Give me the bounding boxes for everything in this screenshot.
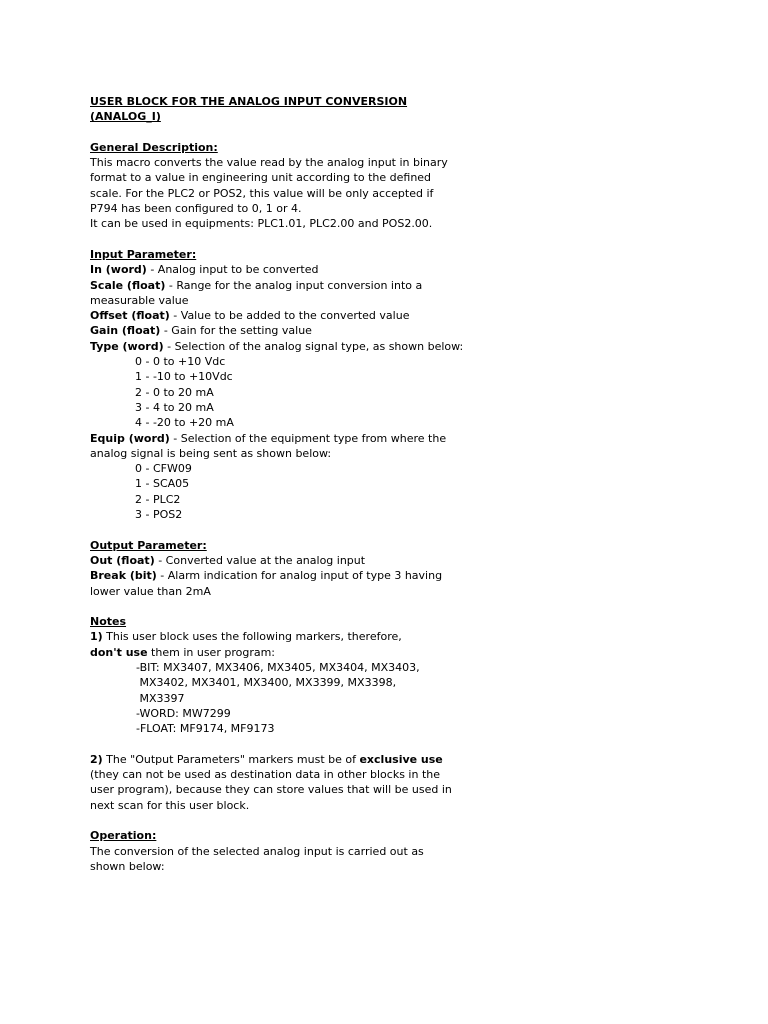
param-desc: - Converted value at the analog input (154, 553, 366, 567)
general-line: format to a value in engineering unit according to the defined (90, 171, 432, 185)
marker-line: MX3397 (136, 691, 185, 705)
param-term: Break (bit) (90, 569, 157, 583)
param-desc: - Selection of the equipment type from where the (169, 431, 447, 445)
param-desc: - Selection of the analog signal type, as shown below: (163, 339, 464, 353)
param-desc: - Alarm indication for analog input of type 3 having (156, 569, 443, 583)
param-equip-cont: analog signal is being sent as shown below: (90, 446, 332, 460)
title-line-2: (ANALOG_I) (90, 110, 161, 124)
param-desc: - Range for the analog input conversion into a (165, 278, 423, 292)
operation-heading: Operation: (90, 829, 157, 843)
equip-option: 1 - SCA05 (135, 477, 190, 491)
note-2-line: user program), because they can store values that will be used in (90, 783, 452, 797)
param-scale-cont: measurable value (90, 293, 189, 307)
general-description-heading: General Description: (90, 140, 218, 154)
general-line: scale. For the PLC2 or POS2, this value will be only accepted if (90, 186, 434, 200)
param-desc: - Value to be added to the converted value (169, 309, 410, 323)
note-1 (90, 629, 430, 644)
param-desc: - Gain for the setting value (160, 324, 312, 338)
param-term: Type (word) (90, 339, 164, 353)
general-line: This macro converts the value read by the analog input in binary (90, 156, 448, 170)
input-parameter-heading: Input Parameter: (90, 247, 197, 261)
note-number: 1) (90, 630, 103, 644)
note-2-line: next scan for this user block. (90, 798, 250, 812)
operation-line: The conversion of the selected analog input is carried out as (90, 844, 424, 858)
param-offset (90, 308, 430, 323)
param-scale (90, 278, 430, 293)
param-equip (90, 431, 447, 446)
param-break (90, 568, 443, 583)
param-term: In (word) (90, 263, 147, 277)
marker-line: -WORD: MW7299 (136, 706, 231, 720)
note-1-cont (90, 645, 430, 660)
type-option: 2 - 0 to 20 mA (135, 385, 214, 399)
note-emphasis: don't use (90, 645, 148, 659)
type-option: 1 - -10 to +10Vdc (135, 370, 233, 384)
param-gain (90, 323, 430, 338)
param-term: Offset (float) (90, 309, 170, 323)
title-line-1: USER BLOCK FOR THE ANALOG INPUT CONVERSION (90, 95, 408, 108)
param-term: Equip (word) (90, 431, 170, 445)
note-emphasis: exclusive use (359, 752, 443, 766)
notes-heading: Notes (90, 615, 127, 629)
param-desc: - Analog input to be converted (146, 263, 319, 277)
general-line: It can be used in equipments: PLC1.01, PLC2.00 and POS2.00. (90, 217, 433, 231)
note-number: 2) (90, 752, 103, 766)
note-text: The "Output Parameters" markers must be of (102, 752, 360, 766)
type-option: 3 - 4 to 20 mA (135, 400, 214, 414)
note-text: them in user program: (147, 645, 275, 659)
document-body (90, 94, 464, 874)
param-term: Out (float) (90, 553, 155, 567)
param-break-cont: lower value than 2mA (90, 584, 211, 598)
operation-line: shown below: (90, 859, 165, 873)
param-type (90, 339, 464, 354)
equip-option: 3 - POS2 (135, 508, 183, 522)
param-in (90, 262, 430, 277)
equip-option: 0 - CFW09 (135, 462, 192, 476)
equip-option: 2 - PLC2 (135, 492, 181, 506)
note-2 (90, 752, 443, 767)
marker-line: -FLOAT: MF9174, MF9173 (136, 722, 275, 736)
note-text: This user block uses the following markers, therefore, (102, 630, 402, 644)
output-parameter-heading: Output Parameter: (90, 538, 207, 552)
type-option: 4 - -20 to +20 mA (135, 416, 234, 430)
marker-line: -BIT: MX3407, MX3406, MX3405, MX3404, MX3403, (136, 660, 420, 674)
marker-line: MX3402, MX3401, MX3400, MX3399, MX3398, (136, 676, 397, 690)
param-term: Gain (float) (90, 324, 161, 338)
type-option: 0 - 0 to +10 Vdc (135, 355, 226, 369)
note-2-line: (they can not be used as destination data in other blocks in the (90, 768, 441, 782)
param-out (90, 553, 430, 568)
param-term: Scale (float) (90, 278, 166, 292)
general-line: P794 has been configured to 0, 1 or 4. (90, 202, 302, 216)
